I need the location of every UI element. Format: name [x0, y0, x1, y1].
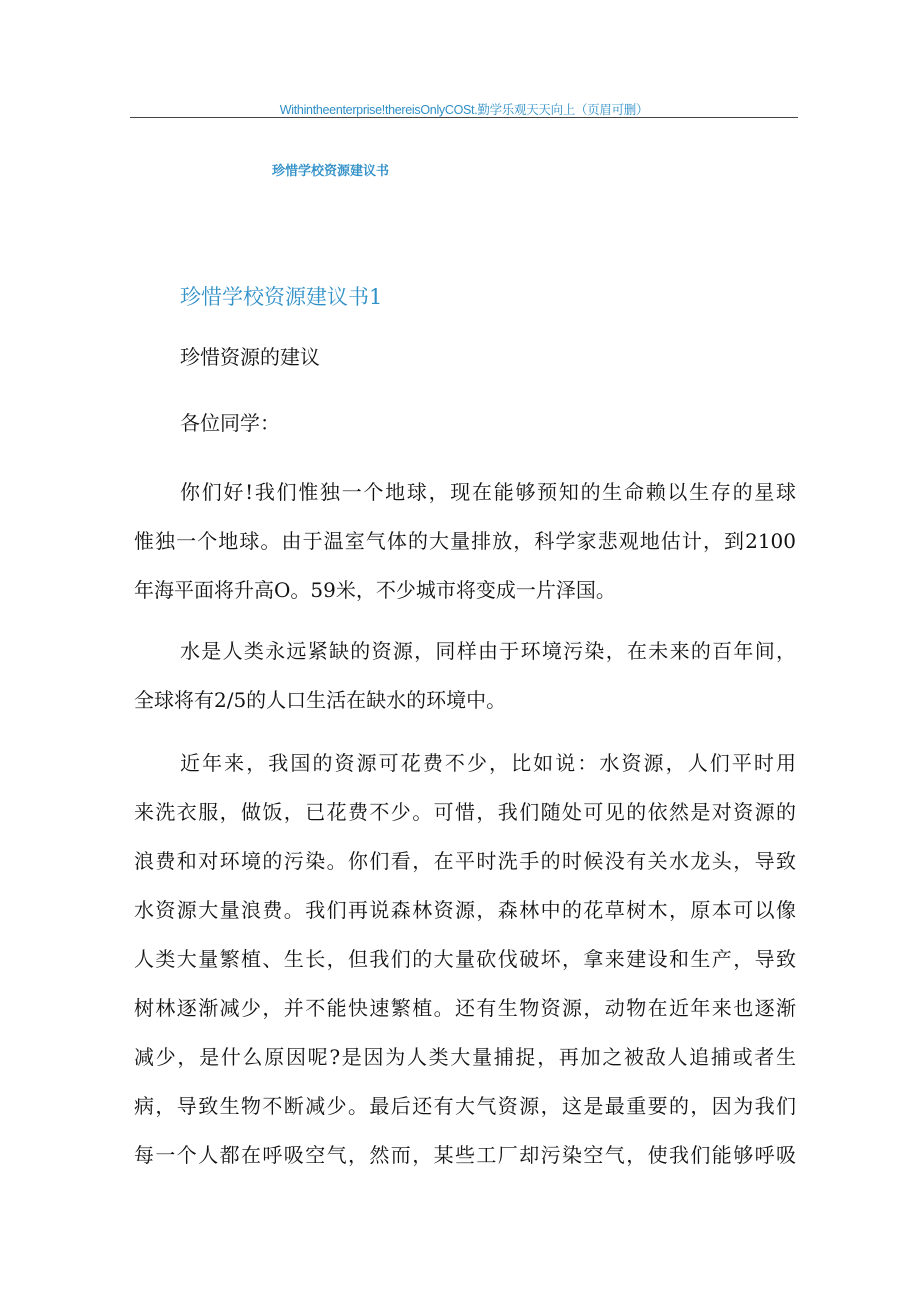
paragraph-line: 全球将有2/5的人口生活在缺水的环境中。	[134, 688, 507, 712]
paragraph-line: 减少，是什么原因呢?是因为人类大量捕捉，再加之被敌人追捕或者生	[134, 1045, 796, 1069]
paragraph-line: 浪费和对环境的污染。你们看，在平时洗手的时候没有关水龙头，导致	[134, 849, 796, 873]
paragraph-line: 来洗衣服，做饭，已花费不少。可惜，我们随处可见的依然是对资源的	[134, 800, 796, 824]
paragraph-line: 每一个人都在呼吸空气，然而，某些工厂却污染空气，使我们能够呼吸	[134, 1143, 796, 1167]
paragraph-line: 近年来，我国的资源可花费不少，比如说：水资源，人们平时用	[180, 751, 796, 775]
paragraph-line: 水是人类永远紧缺的资源，同样由于环境污染，在未来的百年间，	[180, 639, 796, 663]
document-title: 珍惜学校资源建议书	[272, 164, 390, 179]
salutation: 各位同学：	[180, 411, 280, 435]
subtitle: 珍惜资源的建议	[180, 345, 320, 369]
paragraph-line: 人类大量繁植、生长，但我们的大量砍伐破坏，拿来建设和生产，导致	[134, 947, 796, 971]
header-text: WithintheenterpriseǃthereisOnlyCOSt.勤学乐观天天向上（页眉可删）	[279, 103, 649, 117]
paragraph-line: 你们好!我们惟独一个地球，现在能够预知的生命赖以生存的星球	[180, 480, 796, 504]
header-divider	[130, 117, 798, 118]
paragraph-line: 树林逐渐减少，并不能快速繁植。还有生物资源，动物在近年来也逐渐	[134, 996, 796, 1020]
paragraph-line: 惟独一个地球。由于温室气体的大量排放，科学家悲观地估计，到2100	[134, 529, 796, 553]
paragraph-line: 年海平面将升高O。59米，不少城市将变成一片泽国。	[134, 578, 616, 602]
section-heading: 珍惜学校资源建议书1	[180, 285, 383, 309]
paragraph-line: 病，导致生物不断减少。最后还有大气资源，这是最重要的，因为我们	[134, 1094, 796, 1118]
paragraph-line: 水资源大量浪费。我们再说森林资源，森林中的花草树木，原本可以像	[134, 898, 796, 922]
